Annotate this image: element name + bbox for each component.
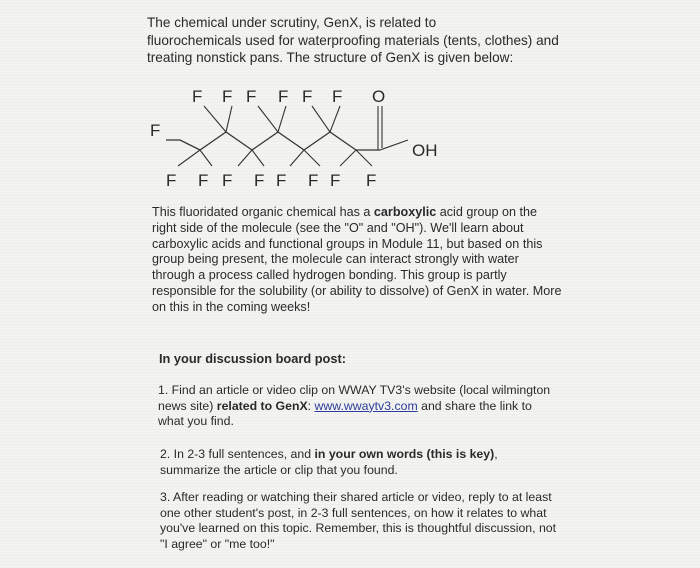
- bottom-f-label: F: [166, 171, 177, 190]
- intro-line-1: The chemical under scrutiny, GenX, is related to: [147, 15, 437, 30]
- item2-bold: in your own words (this is key): [314, 447, 495, 461]
- item1-colon: :: [307, 398, 315, 413]
- genx-structure-diagram: [140, 82, 480, 200]
- left-f-label: F: [150, 121, 161, 140]
- carbon-backbone: [166, 132, 380, 150]
- carboxylic-explanation-paragraph: [152, 205, 564, 316]
- top-f-label: F: [192, 87, 203, 106]
- bottom-f-label: F: [254, 171, 265, 190]
- top-f-label: F: [332, 87, 343, 106]
- bottom-f-label: F: [330, 171, 341, 190]
- instruction-item-2: [160, 447, 520, 478]
- bottom-f-label: F: [308, 171, 319, 190]
- body-text-start: This fluoridated organic chemical has a: [152, 205, 374, 219]
- body-text-rest: acid group on the right side of the molecule (see the "O" and "OH"). We'll learn about carboxylic acids and functional groups in Module 11, but based on this group being present, the molecule can interact strongly with water through a process called hydrogen bonding. This group is partly responsible for the solubility (or ability to dissolve) of GenX in water. More on this in the coming weeks!: [152, 205, 562, 314]
- item1-text-end: and share the link to what you find.: [158, 398, 532, 428]
- item1-text: 1. Find an article or video clip on WWAY TV3's website (local wilmington news site): [158, 383, 551, 413]
- item2-text: 2. In 2-3 full sentences, and: [160, 447, 315, 461]
- top-f-label: F: [246, 87, 257, 106]
- intro-line-2: fluorochemicals used for waterproofing materials (tents, clothes) and: [147, 32, 559, 48]
- bottom-f-label: F: [366, 171, 377, 190]
- carbonyl-oxygen-label: O: [372, 87, 386, 106]
- bottom-f-label: F: [276, 171, 287, 190]
- intro-paragraph: [147, 14, 577, 67]
- discussion-heading: In your discussion board post:: [159, 351, 346, 366]
- instruction-item-3: 3. After reading or watching their shared article or video, reply to at least one other student's post, in 2-3 full sentences, on how it relates to what you've learned on this topic. Remember, this is thoughtful discussion, not "I agree" or "me too!": [160, 490, 557, 551]
- item1-bold: related to GenX: [216, 398, 308, 413]
- top-f-label: F: [302, 87, 313, 106]
- instruction-item-1: [158, 383, 558, 430]
- wwaytv3-link[interactable]: www.wwaytv3.com: [314, 398, 418, 413]
- intro-line-3: treating nonstick pans. The structure of GenX is given below:: [147, 50, 514, 65]
- top-f-label: F: [222, 87, 233, 106]
- top-f-label: F: [278, 87, 289, 106]
- bottom-fluorine-bonds: [178, 150, 372, 166]
- top-fluorine-bonds: [204, 106, 340, 132]
- carbonyl-double-bond: [378, 106, 382, 150]
- item2-text-end: , summarize the article or clip that you found.: [160, 447, 498, 477]
- hydroxyl-label: OH: [412, 141, 438, 160]
- bottom-f-label: F: [222, 171, 233, 190]
- hydroxyl-bond: [380, 140, 408, 150]
- body-bold-carboxylic: carboxylic: [373, 205, 437, 219]
- bottom-f-label: F: [198, 171, 209, 190]
